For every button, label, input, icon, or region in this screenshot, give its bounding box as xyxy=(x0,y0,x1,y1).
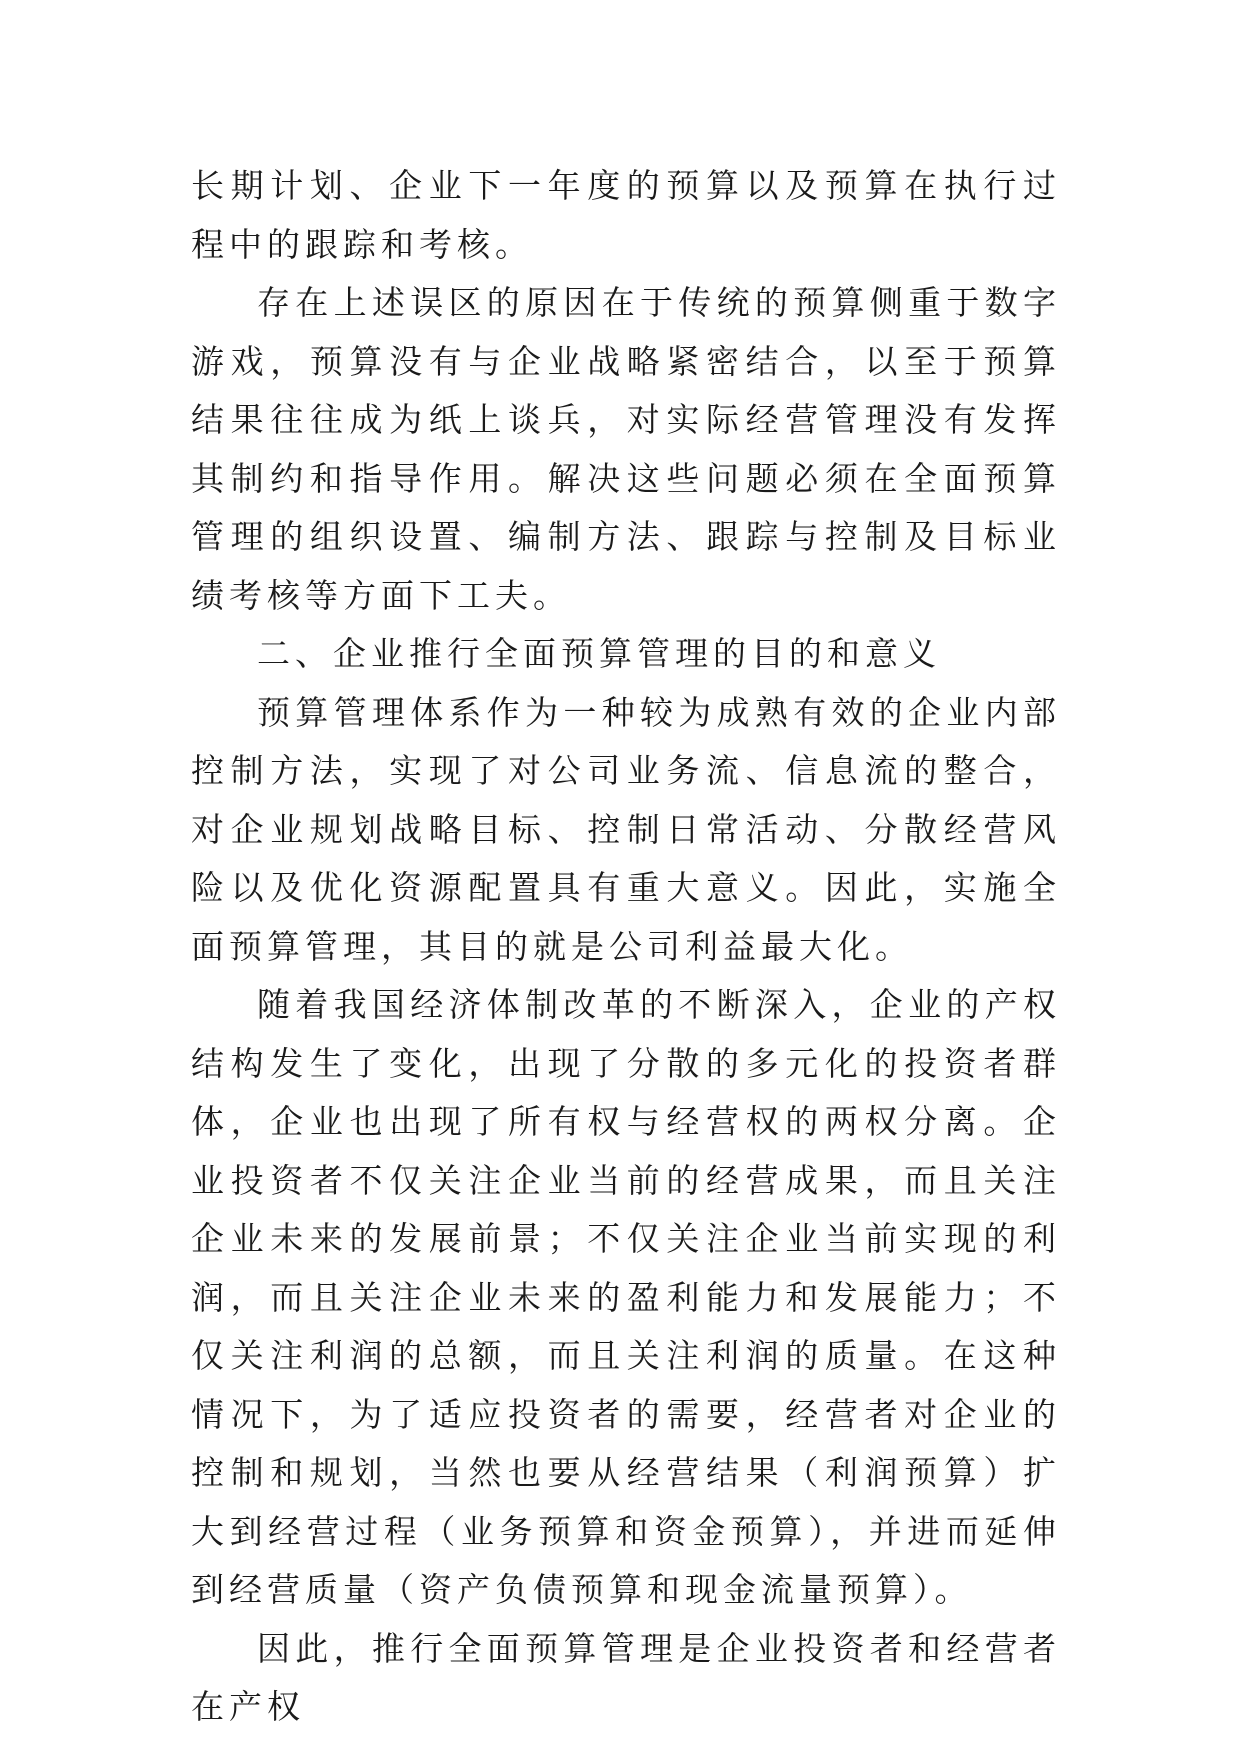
paragraph-1: 长期计划、企业下一年度的预算以及预算在执行过程中的跟踪和考核。 xyxy=(191,166,1061,264)
section-heading: 二、企业推行全面预算管理的目的和意义 xyxy=(257,634,941,673)
document-body xyxy=(191,157,1061,1737)
paragraph-2: 存在上述误区的原因在于传统的预算侧重于数字游戏，预算没有与企业战略紧密结合，以至于预算结果往往成为纸上谈兵，对实际经营管理没有发挥其制约和指导作用。解决这些问题必须在全面预算管理的组织设置、编制方法、跟踪与控制及目标业绩考核等方面下工夫。 xyxy=(191,283,1061,615)
paragraph-5: 因此，推行全面预算管理是企业投资者和经营者在产权 xyxy=(191,1628,1061,1726)
paragraph-4: 随着我国经济体制改革的不断深入，企业的产权结构发生了变化，出现了分散的多元化的投资者群体，企业也出现了所有权与经营权的两权分离。企业投资者不仅关注企业当前的经营成果，而且关注企业未来的发展前景；不仅关注企业当前实现的利润，而且关注企业未来的盈利能力和发展能力；不仅关注利润的总额，而且关注利润的质量。在这种情况下，为了适应投资者的需要，经营者对企业的控制和规划，当然也要从经营结果（利润预算）扩大到经营过程（业务预算和资金预算），并进而延伸到经营质量（资产负债预算和现金流量预算）。 xyxy=(191,985,1061,1609)
paragraph-3: 预算管理体系作为一种较为成熟有效的企业内部控制方法，实现了对公司业务流、信息流的整合，对企业规划战略目标、控制日常活动、分散经营风险以及优化资源配置具有重大意义。因此，实施全面预算管理，其目的就是公司利益最大化。 xyxy=(191,692,1061,966)
